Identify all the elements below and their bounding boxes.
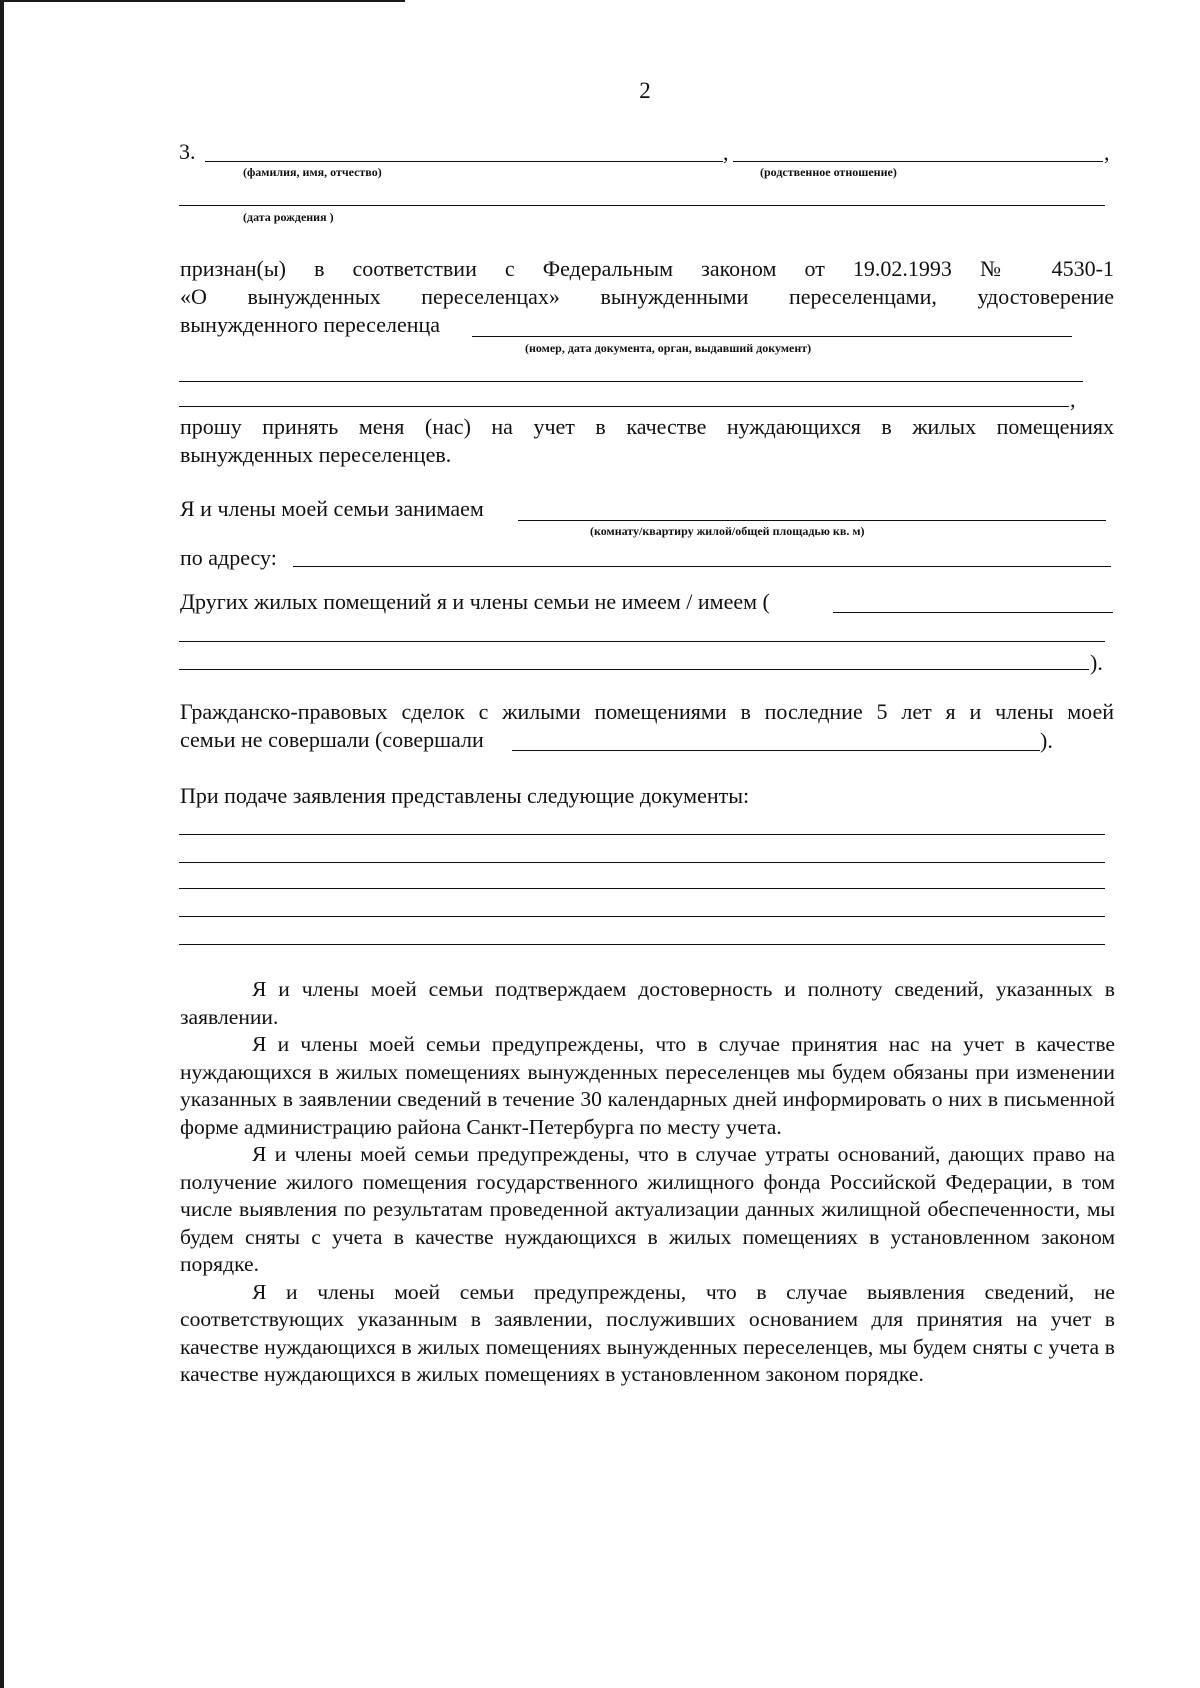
- request-line-2: вынужденных переселенцев.: [180, 442, 452, 467]
- certificate-field-line-2[interactable]: [179, 381, 1083, 382]
- declaration-paragraph: Я и члены моей семьи подтверждаем достоверность и полноту сведений, указанных в заявлении.: [180, 977, 1115, 1029]
- comma: ,: [1104, 140, 1110, 165]
- scan-border-top: [0, 0, 405, 2]
- occupy-label: Я и члены моей семьи занимаем: [180, 496, 484, 521]
- comma: ,: [723, 140, 729, 165]
- documents-field-line-5[interactable]: [179, 944, 1105, 945]
- caption-relation: (родственное отношение): [760, 165, 897, 179]
- close-paren: ).: [1040, 728, 1053, 753]
- comma: ,: [1070, 387, 1076, 412]
- other-housing-label: Других жилых помещений я и члены семьи не имеем / имеем (: [180, 589, 770, 614]
- relation-field-line[interactable]: [733, 161, 1103, 162]
- caption-birth-date: (дата рождения ): [243, 210, 334, 224]
- other-housing-field-line-3[interactable]: [179, 669, 1089, 670]
- other-housing-field-line[interactable]: [833, 612, 1113, 613]
- declaration-paragraph: Я и члены моей семьи предупреждены, что в случае выявления сведений, не соответствующих указанным в заявлении, послуживших основанием для принятия на учет в качестве нуждающихся в жилых помещениях вынужденных переселенцев, мы будем сняты с учета в качестве нуждающихся в жилых помещениях в установленном законом порядке.: [180, 1279, 1115, 1386]
- request-line-1: прошу принять меня (нас) на учет в качестве нуждающихся в жилых помещениях: [180, 414, 1114, 439]
- documents-field-line-1[interactable]: [179, 834, 1105, 835]
- page-number: 2: [639, 78, 651, 103]
- deals-line-1: Гражданско-правовых сделок с жилыми помещениями в последние 5 лет я и члены моей: [180, 699, 1114, 724]
- other-housing-field-line-2[interactable]: [179, 641, 1105, 642]
- birth-date-field-line[interactable]: [179, 205, 1105, 206]
- certificate-field-line[interactable]: [472, 336, 1072, 337]
- deals-field-line[interactable]: [512, 750, 1040, 751]
- documents-field-line-4[interactable]: [179, 916, 1105, 917]
- caption-document: (номер, дата документа, орган, выдавший документ): [525, 341, 812, 355]
- scan-border-left: [0, 0, 4, 1688]
- address-field-line[interactable]: [293, 566, 1111, 567]
- documents-field-line-3[interactable]: [179, 888, 1105, 889]
- deals-line-2: семьи не совершали (совершали: [180, 727, 484, 752]
- recognized-line-2: «О вынужденных переселенцах» вынужденными переселенцами, удостоверение: [180, 284, 1114, 309]
- fio-field-line[interactable]: [205, 161, 723, 162]
- declarations-block: [180, 976, 1115, 1389]
- item-number: 3.: [179, 139, 196, 164]
- declaration-paragraph: Я и члены моей семьи предупреждены, что в случае принятия нас на учет в качестве нуждающихся в жилых помещениях вынужденных переселенцев мы будем обязаны при изменении указанных в заявлении сведений в течение 30 календарных дней информировать о них в письменной форме администрацию района Санкт-Петербурга по месту учета.: [180, 1032, 1115, 1139]
- declaration-paragraph: Я и члены моей семьи предупреждены, что в случае утраты оснований, дающих право на получение жилого помещения государственного жилищного фонда Российской Федерации, в том числе выявления по результатам проведенной актуализации данных жилищной обеспеченности, мы будем сняты с учета в качестве нуждающихся в жилых помещениях в установленном законом порядке.: [180, 1142, 1115, 1276]
- certificate-field-line-3[interactable]: [179, 406, 1069, 407]
- documents-field-line-2[interactable]: [179, 862, 1105, 863]
- caption-room: (комнату/квартиру жилой/общей площадью кв. м): [590, 524, 865, 538]
- caption-fio: (фамилия, имя, отчество): [243, 165, 382, 179]
- documents-label: При подаче заявления представлены следующие документы:: [180, 783, 750, 808]
- occupy-field-line[interactable]: [518, 520, 1106, 521]
- recognized-line-1: признан(ы) в соответствии с Федеральным законом от 19.02.1993 № 4530-1: [180, 256, 1114, 281]
- address-label: по адресу:: [180, 545, 277, 570]
- close-paren: ).: [1090, 650, 1103, 675]
- recognized-line-3: вынужденного переселенца: [180, 312, 441, 337]
